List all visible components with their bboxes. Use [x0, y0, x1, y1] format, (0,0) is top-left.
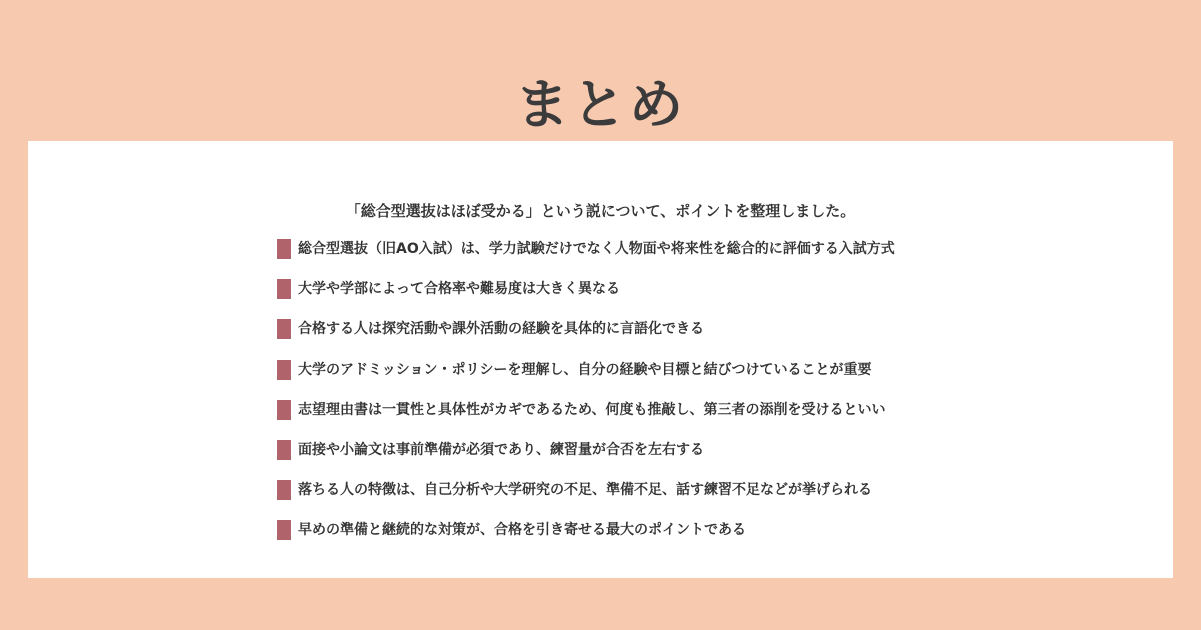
- bullet-marker-icon: [277, 360, 291, 380]
- summary-point: [277, 318, 895, 340]
- summary-point-text: 大学のアドミッション・ポリシーを理解し、自分の経験や目標と結びつけていることが重要: [298, 361, 872, 378]
- summary-point-text: 早めの準備と継続的な対策が、合格を引き寄せる最大のポイントである: [298, 522, 746, 539]
- bullet-marker-icon: [277, 440, 291, 460]
- summary-point: [277, 359, 895, 381]
- bullet-marker-icon: [277, 400, 291, 420]
- summary-point: [277, 278, 895, 300]
- summary-point-text: 落ちる人の特徴は、自己分析や大学研究の不足、準備不足、話す練習不足などが挙げられる: [298, 482, 872, 499]
- summary-point-text: 合格する人は探究活動や課外活動の経験を具体的に言語化できる: [298, 321, 704, 338]
- bullet-marker-icon: [277, 239, 291, 259]
- summary-point-text: 面接や小論文は事前準備が必須であり、練習量が合否を左右する: [298, 441, 704, 458]
- bullet-marker-icon: [277, 480, 291, 500]
- bullet-marker-icon: [277, 520, 291, 540]
- bullet-marker-icon: [277, 279, 291, 299]
- summary-point-text: 総合型選抜（旧AO入試）は、学力試験だけでなく人物面や将来性を総合的に評価する入試方式: [298, 241, 895, 257]
- summary-point: [277, 519, 895, 541]
- summary-point: [277, 238, 895, 260]
- summary-point: [277, 479, 895, 501]
- summary-point: [277, 399, 895, 421]
- summary-point-list: [277, 238, 895, 560]
- intro-text: 「総合型選抜はほぼ受かる」という説について、ポイントを整理しました。: [345, 202, 856, 220]
- summary-point: [277, 439, 895, 461]
- page-title: まとめ: [515, 73, 686, 137]
- summary-point-text: 志望理由書は一貫性と具体性がカギであるため、何度も推敲し、第三者の添削を受けるといい: [298, 401, 886, 418]
- bullet-marker-icon: [277, 319, 291, 339]
- summary-point-text: 大学や学部によって合格率や難易度は大きく異なる: [298, 281, 620, 298]
- summary-card: [28, 141, 1173, 578]
